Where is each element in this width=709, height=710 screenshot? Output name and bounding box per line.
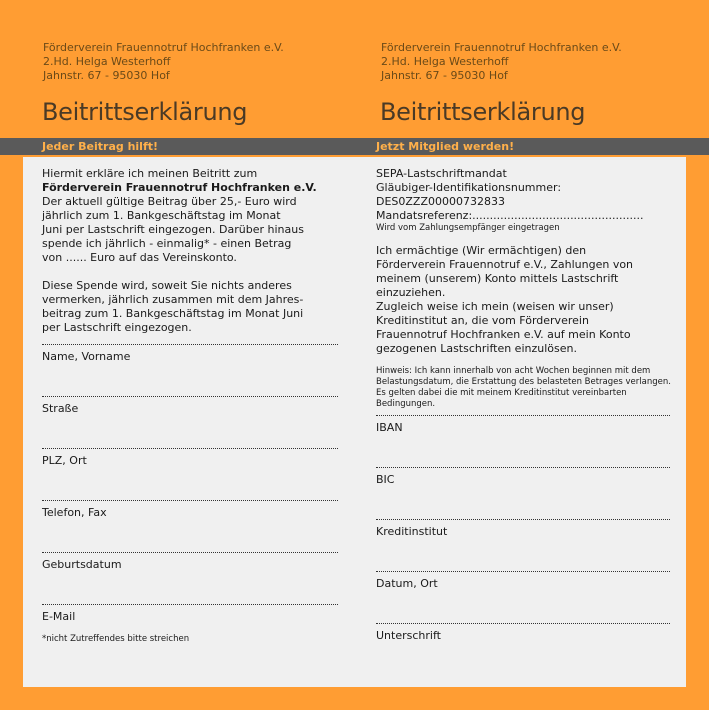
name-field[interactable] xyxy=(42,344,338,364)
authorization-text: Ich ermächtige (Wir ermächtigen) den xyxy=(376,244,587,257)
signature-line[interactable] xyxy=(376,623,670,624)
membership-form xyxy=(42,167,338,644)
authorization-text: gezogenen Lastschriften einzulösen. xyxy=(376,342,577,355)
email-label: E-Mail xyxy=(42,610,76,623)
intro-text: Hiermit erkläre ich meinen Beitritt zum xyxy=(42,167,258,180)
bank-line[interactable] xyxy=(376,519,670,520)
org-name: Förderverein Frauennotruf Hochfranken e.V. xyxy=(43,41,284,54)
intro-text: Juni per Lastschrift eingezogen. Darüber hinaus xyxy=(42,223,304,236)
iban-line[interactable] xyxy=(376,415,670,416)
right-page-title: Beitrittserklärung xyxy=(380,98,586,126)
authorization-text: Frauennotruf Hochfranken e.V. auf mein Konto xyxy=(376,328,631,341)
org-contact: 2.Hd. Helga Westerhoff xyxy=(43,55,171,68)
hint-text: Es gelten dabei die mit meinem Kreditinstitut vereinbarten xyxy=(376,388,627,398)
phone-label: Telefon, Fax xyxy=(42,506,107,519)
iban-field[interactable] xyxy=(376,415,670,435)
org-street: Jahnstr. 67 - 95030 Hof xyxy=(43,69,170,82)
name-line[interactable] xyxy=(42,344,338,345)
street-line[interactable] xyxy=(42,396,338,397)
bic-line[interactable] xyxy=(376,467,670,468)
right-org-address xyxy=(381,41,622,83)
city-field[interactable] xyxy=(42,448,338,468)
mandate-note: Wird vom Zahlungsempfänger eingetragen xyxy=(376,223,560,233)
intro-text: von ...... Euro auf das Vereinskonto. xyxy=(42,251,237,264)
phone-field[interactable] xyxy=(42,500,338,520)
signature-field[interactable] xyxy=(376,623,670,643)
street-label: Straße xyxy=(42,402,79,415)
intro-text: jährlich zum 1. Bankgeschäftstag im Monat xyxy=(42,209,281,222)
donation-text: beitrag zum 1. Bankgeschäftstag im Monat Juni xyxy=(42,307,304,320)
left-page-title: Beitrittserklärung xyxy=(42,98,248,126)
authorization-text: Förderverein Frauennotruf e.V., Zahlungen von xyxy=(376,258,634,271)
birthdate-label: Geburtsdatum xyxy=(42,558,122,571)
donation-text: vermerken, jährlich zusammen mit dem Jahres- xyxy=(42,293,304,306)
donation-text: per Lastschrift eingezogen. xyxy=(42,321,192,334)
left-band-label: Jeder Beitrag hilft! xyxy=(42,140,158,153)
hint-text: Hinweis: Ich kann innerhalb von acht Wochen beginnen mit dem xyxy=(376,366,651,376)
sepa-title: SEPA-Lastschriftmandat xyxy=(376,167,507,180)
bank-label: Kreditinstitut xyxy=(376,525,448,538)
signature-label: Unterschrift xyxy=(376,629,441,642)
authorization-text: einzuziehen. xyxy=(376,286,446,299)
creditor-id: DES0ZZZ00000732833 xyxy=(376,195,505,208)
donation-text: Diese Spende wird, soweit Sie nichts anderes xyxy=(42,279,292,292)
city-label: PLZ, Ort xyxy=(42,454,87,467)
date-place-field[interactable] xyxy=(376,571,670,591)
authorization-text: meinem (unserem) Konto mittels Lastschrift xyxy=(376,272,619,285)
sepa-mandate-form xyxy=(376,167,671,642)
date-place-label: Datum, Ort xyxy=(376,577,438,590)
org-name-bold: Förderverein Frauennotruf Hochfranken e.V. xyxy=(42,181,317,194)
org-street: Jahnstr. 67 - 95030 Hof xyxy=(381,69,508,82)
hint-text: Belastungsdatum, die Erstattung des belasteten Betrages verlangen. xyxy=(376,377,671,387)
bic-field[interactable] xyxy=(376,467,670,487)
footnote: *nicht Zutreffendes bitte streichen xyxy=(42,634,190,644)
iban-label: IBAN xyxy=(376,421,403,434)
city-line[interactable] xyxy=(42,448,338,449)
intro-text: spende ich jährlich - einmalig* - einen Betrag xyxy=(42,237,292,250)
mandate-reference[interactable]: Mandatsreferenz:................................................. xyxy=(376,209,644,222)
org-name: Förderverein Frauennotruf Hochfranken e.V. xyxy=(381,41,622,54)
right-band-label: Jetzt Mitglied werden! xyxy=(376,140,515,153)
intro-text: Der aktuell gültige Beitrag über 25,- Euro wird xyxy=(42,195,297,208)
email-field[interactable] xyxy=(42,604,338,624)
authorization-text: Zugleich weise ich mein (weisen wir unser) xyxy=(376,300,614,313)
hint-text: Bedingungen. xyxy=(376,399,436,409)
name-label: Name, Vorname xyxy=(42,350,131,363)
birthdate-field[interactable] xyxy=(42,552,338,572)
email-line[interactable] xyxy=(42,604,338,605)
bank-field[interactable] xyxy=(376,519,670,539)
org-contact: 2.Hd. Helga Westerhoff xyxy=(381,55,509,68)
phone-line[interactable] xyxy=(42,500,338,501)
bic-label: BIC xyxy=(376,473,395,486)
left-org-address xyxy=(43,41,284,83)
authorization-text: Kreditinstitut an, die vom Förderverein xyxy=(376,314,589,327)
date-place-line[interactable] xyxy=(376,571,670,572)
birthdate-line[interactable] xyxy=(42,552,338,553)
street-field[interactable] xyxy=(42,396,338,416)
creditor-label: Gläubiger-Identifikationsnummer: xyxy=(376,181,562,194)
